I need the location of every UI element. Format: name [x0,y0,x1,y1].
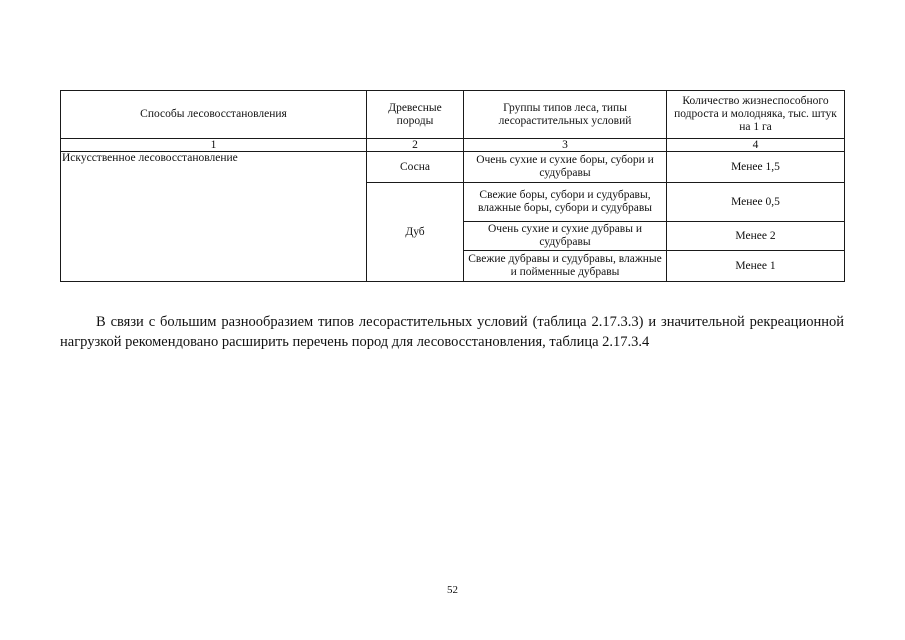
column-number: 2 [367,139,464,152]
header-quantity: Количество жизнеспособного подроста и молодняка, тыс. штук на 1 га [667,91,845,139]
header-species: Древесные породы [367,91,464,139]
forest-group-cell: Очень сухие и сухие боры, субори и судубравы [464,152,667,183]
column-number: 1 [61,139,367,152]
method-cell: Искусственное лесовосстановление [61,152,367,282]
quantity-cell: Менее 1 [667,251,845,282]
quantity-cell: Менее 1,5 [667,152,845,183]
forest-group-cell: Свежие дубравы и судубравы, влажные и пойменные дубравы [464,251,667,282]
quantity-cell: Менее 0,5 [667,183,845,222]
body-paragraph: В связи с большим разнообразием типов лесорастительных условий (таблица 2.17.3.3) и значительной рекреационной нагрузкой рекомендовано расширить перечень пород для лесовосстановления, таблица 2.17.3.4 [60,314,844,350]
species-cell: Сосна [367,152,464,183]
forest-group-cell: Очень сухие и сухие дубравы и судубравы [464,222,667,251]
reforestation-table [60,90,845,282]
forest-group-cell: Свежие боры, субори и судубравы, влажные боры, субори и судубравы [464,183,667,222]
column-number: 4 [667,139,845,152]
column-number: 3 [464,139,667,152]
page-number: 52 [447,584,458,596]
column-number-row [61,139,845,152]
header-forest-groups: Группы типов леса, типы лесорастительных условий [464,91,667,139]
table-header-row [61,91,845,139]
quantity-cell: Менее 2 [667,222,845,251]
species-cell: Дуб [367,183,464,282]
header-methods: Способы лесовосстановления [61,91,367,139]
table-row [61,152,845,183]
